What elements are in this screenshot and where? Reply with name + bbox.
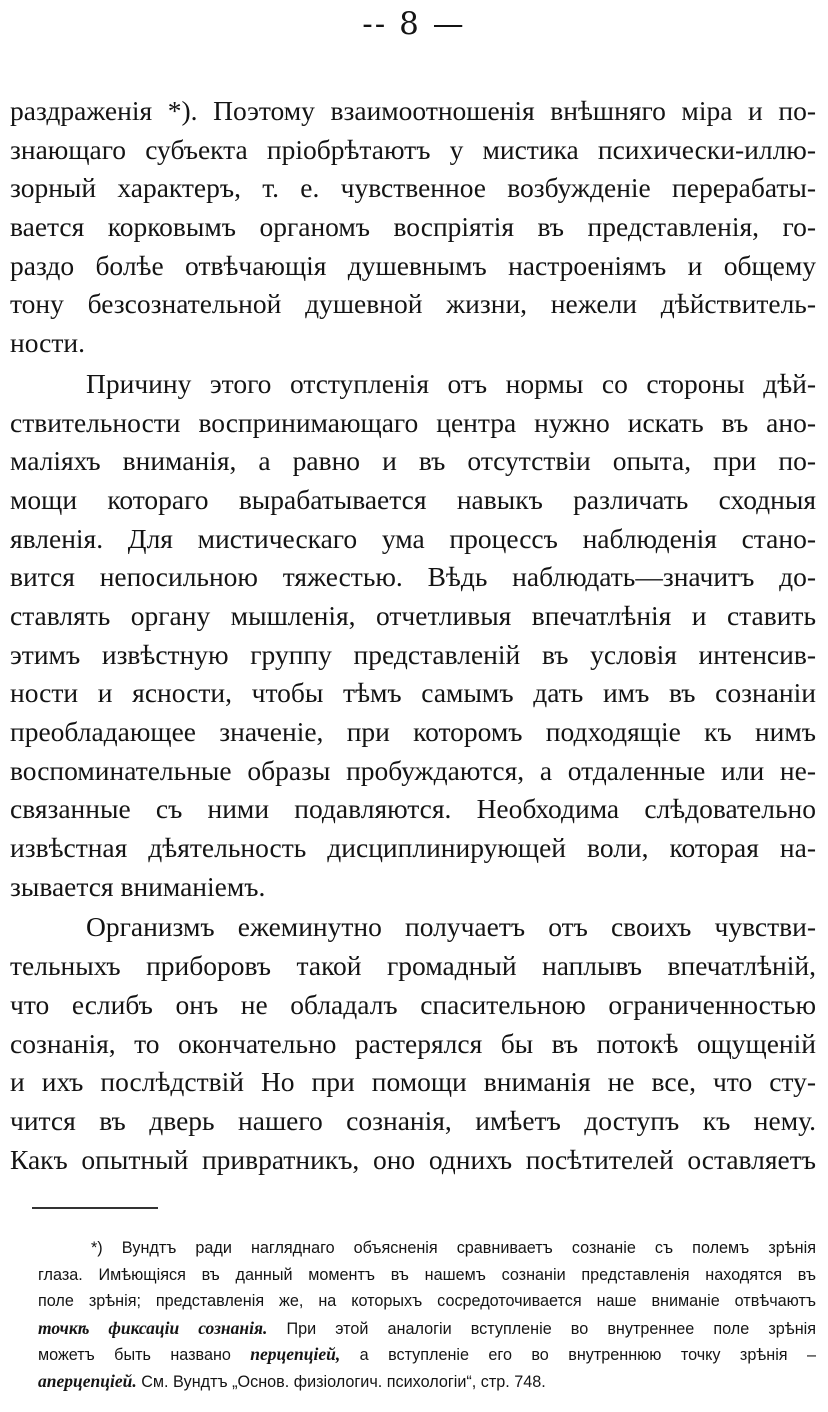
footnote-line [38, 1341, 816, 1368]
text-line: тону безсознательной душевной жизни, нежели дѣйствитель- [10, 288, 816, 320]
footnote-divider [32, 1207, 158, 1209]
footnote-text: При этой аналогіи вступленіе во внутреннее поле зрѣнія [267, 1319, 816, 1338]
footnote-line [38, 1368, 816, 1395]
paragraph [10, 365, 816, 907]
text-line: и ихъ послѣдствій Но при помощи вниманія не все, что сту- [10, 1066, 816, 1098]
text-line: преобладающее значеніе, при которомъ подходящіе къ нимъ [10, 716, 816, 747]
text-line: мощи котораго вырабатывается навыкъ различать сходныя [10, 483, 816, 515]
text-line: чится въ дверь нашего сознанія, имѣетъ доступъ къ нему. [10, 1104, 816, 1136]
text-line: ставлять органу мышленія, отчетливыя впечатлѣнія и ставить [10, 599, 816, 631]
footnote-line [38, 1262, 816, 1289]
footnote-text: глаза. Имѣющіяся въ данный моментъ въ нашемъ сознаніи представленія находятся въ [38, 1265, 816, 1284]
text-line: сознанія, то окончательно растерялся бы въ потокѣ ощущеній [10, 1027, 816, 1059]
footnote-text: См. Вундтъ „Основ. физіологич. психологіи“, стр. 748. [136, 1372, 546, 1391]
text-line: этимъ извѣстную группу представленій въ условія интенсив- [10, 638, 816, 670]
page-number: -- 8 — [362, 6, 466, 42]
footnote-text: *) Вундтъ ради нагляднаго объясненія сравниваетъ сознаніе съ полемъ зрѣнія [91, 1239, 816, 1257]
text-line: извѣстная дѣятельность дисциплинирующей воли, которая на- [10, 832, 816, 864]
footnote-text: а вступленіе его во внутреннюю точку зрѣнія – [340, 1346, 816, 1364]
paragraph [10, 92, 816, 363]
footnote-line [38, 1315, 816, 1342]
text-line: тельныхъ приборовъ такой громадный наплывъ впечатлѣній, [10, 950, 816, 982]
text-line: Какъ опытный привратникъ, оно однихъ посѣтителей оставляетъ [10, 1143, 816, 1175]
text-line: что еслибъ онъ не обладалъ спасительною ограниченностью [10, 988, 816, 1020]
footnote-emphasis: точкѣ фиксаціи сознанія. [38, 1317, 268, 1338]
footnote-text: можетъ быть названо [38, 1346, 251, 1364]
text-line: раздраженія *). Поэтому взаимоотношенія внѣшняго міра и по- [10, 95, 816, 126]
text-line: Организмъ ежеминутно получаетъ отъ своихъ чувстви- [86, 911, 816, 943]
text-line: ности. [10, 327, 85, 359]
text-line: ности и ясности, чтобы тѣмъ самымъ дать имъ въ сознаніи [10, 677, 816, 709]
footnote [38, 1235, 816, 1394]
text-line: знающаго субъекта пріобрѣтаютъ у мистика психически-иллю- [10, 133, 816, 165]
text-line: связанные съ ними подавляются. Необходима слѣдовательно [10, 793, 816, 825]
text-line: ствительности воспринимающаго центра нужно искать въ ано- [10, 406, 816, 438]
footnote-line [38, 1288, 816, 1315]
footnote-emphasis: аперцепціей. [38, 1370, 137, 1391]
text-line: раздо болѣе отвѣчающія душевнымъ настроеніямъ и общему [10, 249, 816, 281]
text-line: зорный характеръ, т. е. чувственное возбужденіе перерабаты- [10, 172, 816, 204]
footnote-text: поле зрѣнія; представленія же, на которыхъ сосредоточивается наше вниманіе отвѣчаютъ [38, 1292, 816, 1310]
text-line: Причину этого отступленія отъ нормы со стороны дѣй- [86, 367, 816, 399]
text-line: зывается вниманіемъ. [10, 870, 266, 902]
body-text [10, 92, 816, 1179]
text-line: маліяхъ вниманія, а равно и въ отсутствіи опыта, при по- [10, 445, 816, 477]
footnote-emphasis: перцепціей, [250, 1344, 341, 1364]
text-line: воспоминательные образы пробуждаются, а отдаленные или не- [10, 754, 816, 786]
footnote-line [38, 1235, 816, 1262]
paragraph [10, 908, 816, 1179]
text-line: вается корковымъ органомъ воспріятія въ представленія, го- [10, 211, 816, 243]
text-line: явленія. Для мистическаго ума процессъ наблюденія стано- [10, 522, 816, 554]
text-line: вится непосильною тяжестью. Вѣдь наблюдать—значитъ до- [10, 561, 816, 593]
